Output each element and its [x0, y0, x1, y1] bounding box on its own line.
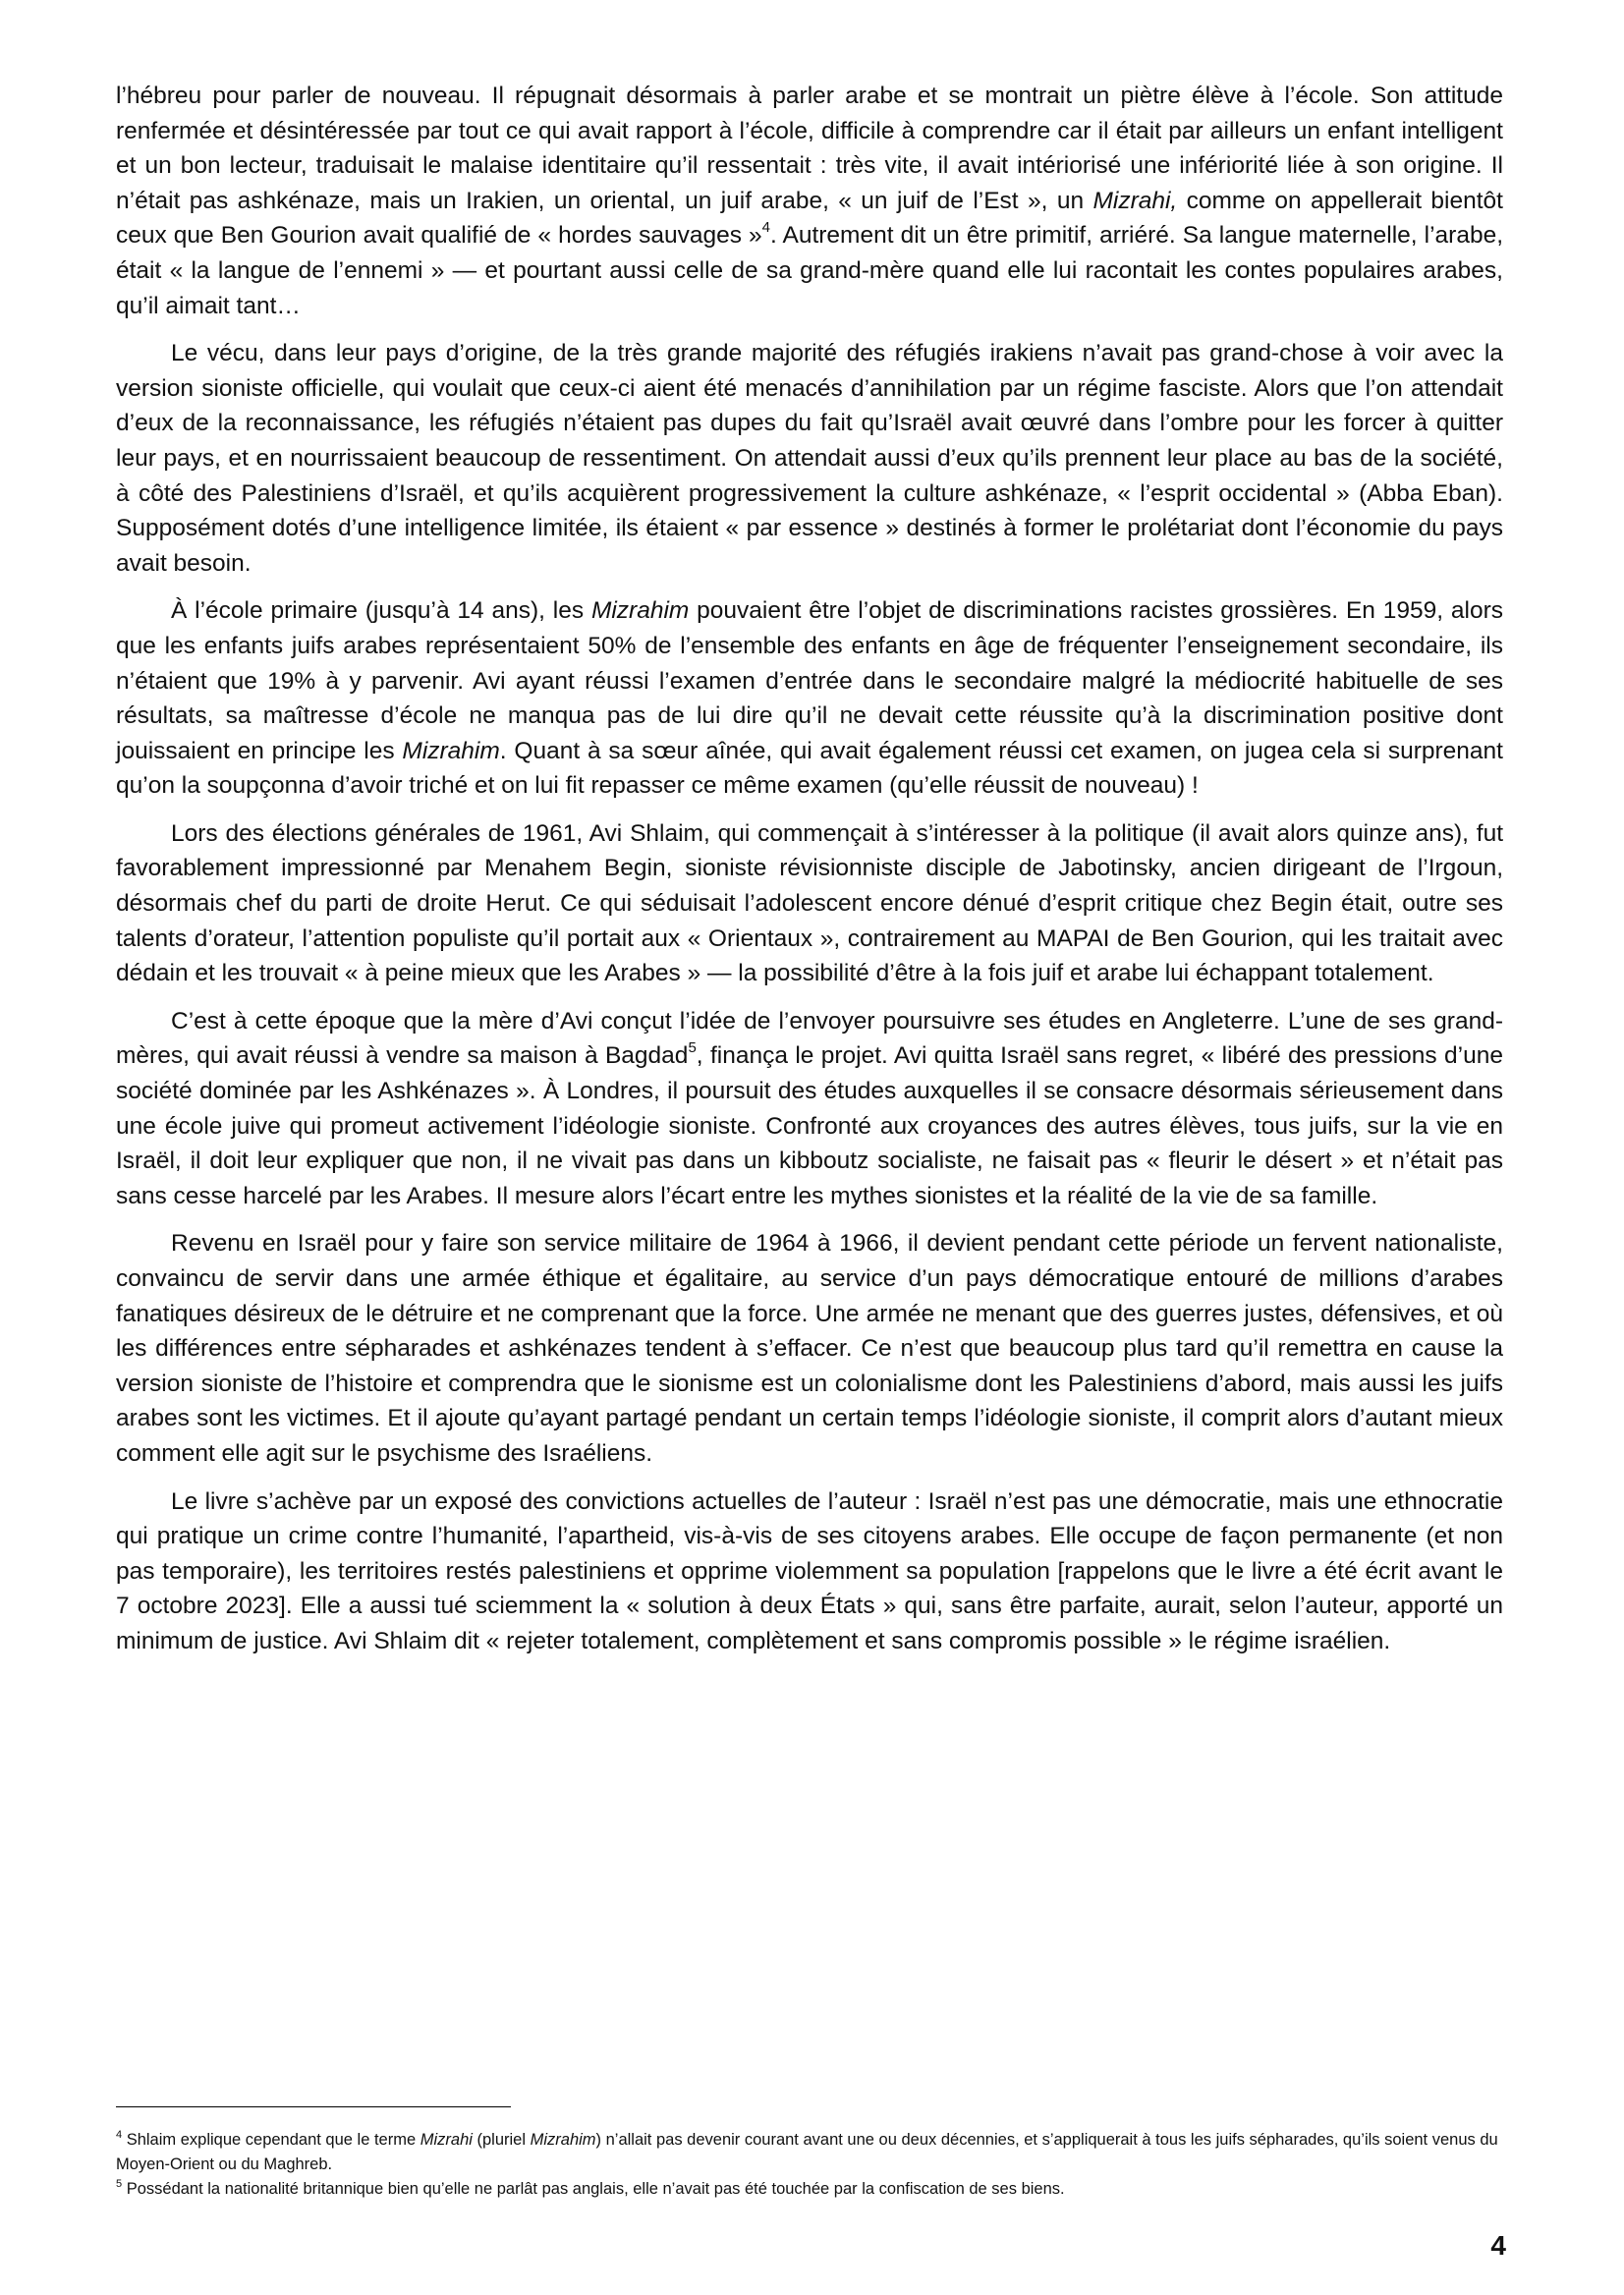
italic-term: Mizrahi — [420, 2131, 473, 2149]
text-run: ) n’allait pas devenir courant avant une ou deux décennies, et s’appliquerait à tous les juifs sépharades, qu’ils soient venus du Moyen-Orient ou du Maghreb. — [116, 2131, 1498, 2173]
paragraph — [116, 336, 1503, 581]
footnote — [116, 2128, 1503, 2177]
footnote-marker: 4 — [116, 2128, 123, 2141]
italic-term: Mizrahim — [590, 597, 690, 625]
paragraph — [116, 593, 1503, 804]
text-run: Revenu en Israël pour y faire son service militaire de 1964 à 1966, il devient pendant cette période un fervent nationaliste, convaincu de servir dans une armée éthique et égalitaire, au service d’un pays démocratique entouré de millions d’arabes fanatiques désireux de le détruire et ne comprenant que la force. Une armée ne menant que des guerres justes, défensives, et où les différences entre sépharades et ashkénazes tendent à s’effacer. Ce n’est que beaucoup plus tard qu’il remettra en cause la version sioniste de l’histoire et comprendra que le sionisme est un colonialisme dont les Palestiniens d’abord, mais aussi les juifs arabes sont les victimes. Et il ajoute qu’ayant partagé pendant un certain temps l’idéologie sioniste, il comprit alors d’autant mieux comment elle agit sur le psychisme des Israéliens. — [116, 1230, 1503, 1467]
text-run: , finança le projet. Avi quitta Israël sans regret, « libéré des pressions d’une société dominée par les Ashkénazes ». À Londres, il poursuit des études auxquelles il se consacre désormais sérieusement dans une école juive qui promeut activement l’idéologie sioniste. Confronté aux croyances des autres élèves, tous juifs, sur la vie en Israël, il doit leur expliquer que non, il ne vivait pas dans un kibboutz socialiste, ne faisait pas « fleurir le désert » et n’était pas sans cesse harcelé par les Arabes. Il mesure alors l’écart entre les mythes sionistes et la réalité de la vie de sa famille. — [116, 1042, 1503, 1209]
text-run: Le livre s’achève par un exposé des convictions actuelles de l’auteur : Israël n’est pas une démocratie, mais une ethnocratie qui pratique un crime contre l’humanité, l’apartheid, vis-à-vis de ses citoyens arabes. Elle occupe de façon permanente (et non pas temporaire), les territoires restés palestiniens et opprime violemment sa population [rappelons que le livre a été écrit avant le 7 octobre 2023]. Elle a aussi tué sciemment la « solution à deux États » qui, sans être parfaite, aurait, selon l’auteur, apporté un minimum de justice. Avi Shlaim dit « rejeter totalement, complètement et sans compromis possible » le régime israélien. — [116, 1487, 1503, 1654]
italic-term: Mizrahi, — [1092, 187, 1178, 214]
text-run: pouvaient être l’objet de discriminations racistes grossières. En 1959, alors que les enfants juifs arabes représentaient 50% de l’ensemble des enfants en âge de fréquenter l’enseignement secondaire, ils n’étaient que 19% à y parvenir. Avi ayant réussi l’examen d’entrée dans le secondaire malgré la médiocrité habituelle de ses résultats, sa maîtresse d’école ne manqua pas de lui dire qu’il ne devait cette réussite qu’à la discrimination positive dont jouissaient en principe les — [116, 597, 1503, 764]
italic-term: Mizrahim — [530, 2131, 596, 2149]
paragraph — [116, 816, 1503, 991]
footnote-marker: 5 — [116, 2177, 123, 2190]
text-run: comme on appellerait bientôt ceux que Ben Gourion avait qualifié de « hordes sauvages » — [116, 187, 1503, 250]
footnote-marker: 4 — [761, 219, 770, 237]
footnote-marker: 5 — [688, 1039, 697, 1057]
footnote — [116, 2177, 1503, 2202]
text-run: Shlaim explique cependant que le terme — [122, 2131, 420, 2149]
footnote-separator — [116, 2106, 511, 2107]
body-text — [116, 79, 1503, 1672]
italic-term: Mizrahim — [402, 737, 500, 764]
paragraph — [116, 1226, 1503, 1471]
text-run: Possédant la nationalité britannique bien qu’elle ne parlât pas anglais, elle n’avait pas été touchée par la confiscation de ses biens. — [122, 2180, 1065, 2198]
text-run: l’hébreu pour parler de nouveau. Il répugnait désormais à parler arabe et se montrait un piètre élève à l’école. Son attitude renfermée et désintéressée par tout ce qui avait rapport à l’école, difficile à comprendre car il était par ailleurs un enfant intelligent et un bon lecteur, traduisait le malaise identitaire qu’il ressentait : très vite, il avait intériorisé une infériorité liée à son origine. Il n’était pas ashkénaze, mais un Irakien, un oriental, un juif arabe, « un juif de l’Est », un — [116, 83, 1503, 214]
paragraph — [116, 1484, 1503, 1659]
text-run: . Quant à sa sœur aînée, qui avait également réussi cet examen, on jugea cela si surprenant qu’on la soupçonna d’avoir triché et on lui fit repasser ce même examen (qu’elle réussit de nouveau) ! — [116, 737, 1503, 800]
text-run: (pluriel — [472, 2131, 531, 2149]
text-run: C’est à cette époque que la mère d’Avi conçut l’idée de l’envoyer poursuivre ses études en Angleterre. L’une de ses grand-mères, qui avait réussi à vendre sa maison à Bagdad — [116, 1007, 1503, 1070]
footnotes — [116, 2128, 1503, 2202]
text-run: À l’école primaire (jusqu’à 14 ans), les — [171, 597, 591, 625]
text-run: Le vécu, dans leur pays d’origine, de la très grande majorité des réfugiés irakiens n’avait pas grand-chose à voir avec la version sioniste officielle, qui voulait que ceux-ci aient été menacés d’annihilation par un régime fasciste. Alors que l’on attendait d’eux de la reconnaissance, les réfugiés n’étaient pas dupes du fait qu’Israël avait œuvré dans l’ombre pour les forcer à quitter leur pays, et en nourrissaient beaucoup de ressentiment. On attendait aussi d’eux qu’ils prennent leur place au bas de la société, à côté des Palestiniens d’Israël, et qu’ils acquièrent progressivement la culture ashkénaze, « l’esprit occidental » (Abba Eban). Supposément dotés d’une intelligence limitée, ils étaient « par essence » destinés à former le prolétariat dont l’économie du pays avait besoin. — [116, 340, 1503, 577]
paragraph — [116, 1004, 1503, 1214]
page-number: 4 — [1490, 2230, 1506, 2261]
paragraph — [116, 79, 1503, 323]
text-run: Lors des élections générales de 1961, Avi Shlaim, qui commençait à s’intéresser à la politique (il avait alors quinze ans), fut favorablement impressionné par Menahem Begin, sioniste révisionniste disciple de Jabotinsky, ancien dirigeant de l’Irgoun, désormais chef du parti de droite Herut. Ce qui séduisait l’adolescent encore dénué d’esprit critique chez Begin était, outre ses talents d’orateur, l’attention populiste qu’il portait aux « Orientaux », contrairement au MAPAI de Ben Gourion, qui les traitait avec dédain et les trouvait « à peine mieux que les Arabes » — la possibilité d’être à la fois juif et arabe lui échappant totalement. — [116, 819, 1503, 987]
text-run: . Autrement dit un être primitif, arriéré. Sa langue maternelle, l’arabe, était « la langue de l’ennemi » — et pourtant aussi celle de sa grand-mère quand elle lui racontait les contes populaires arabes, qu’il aimait tant… — [116, 222, 1504, 319]
